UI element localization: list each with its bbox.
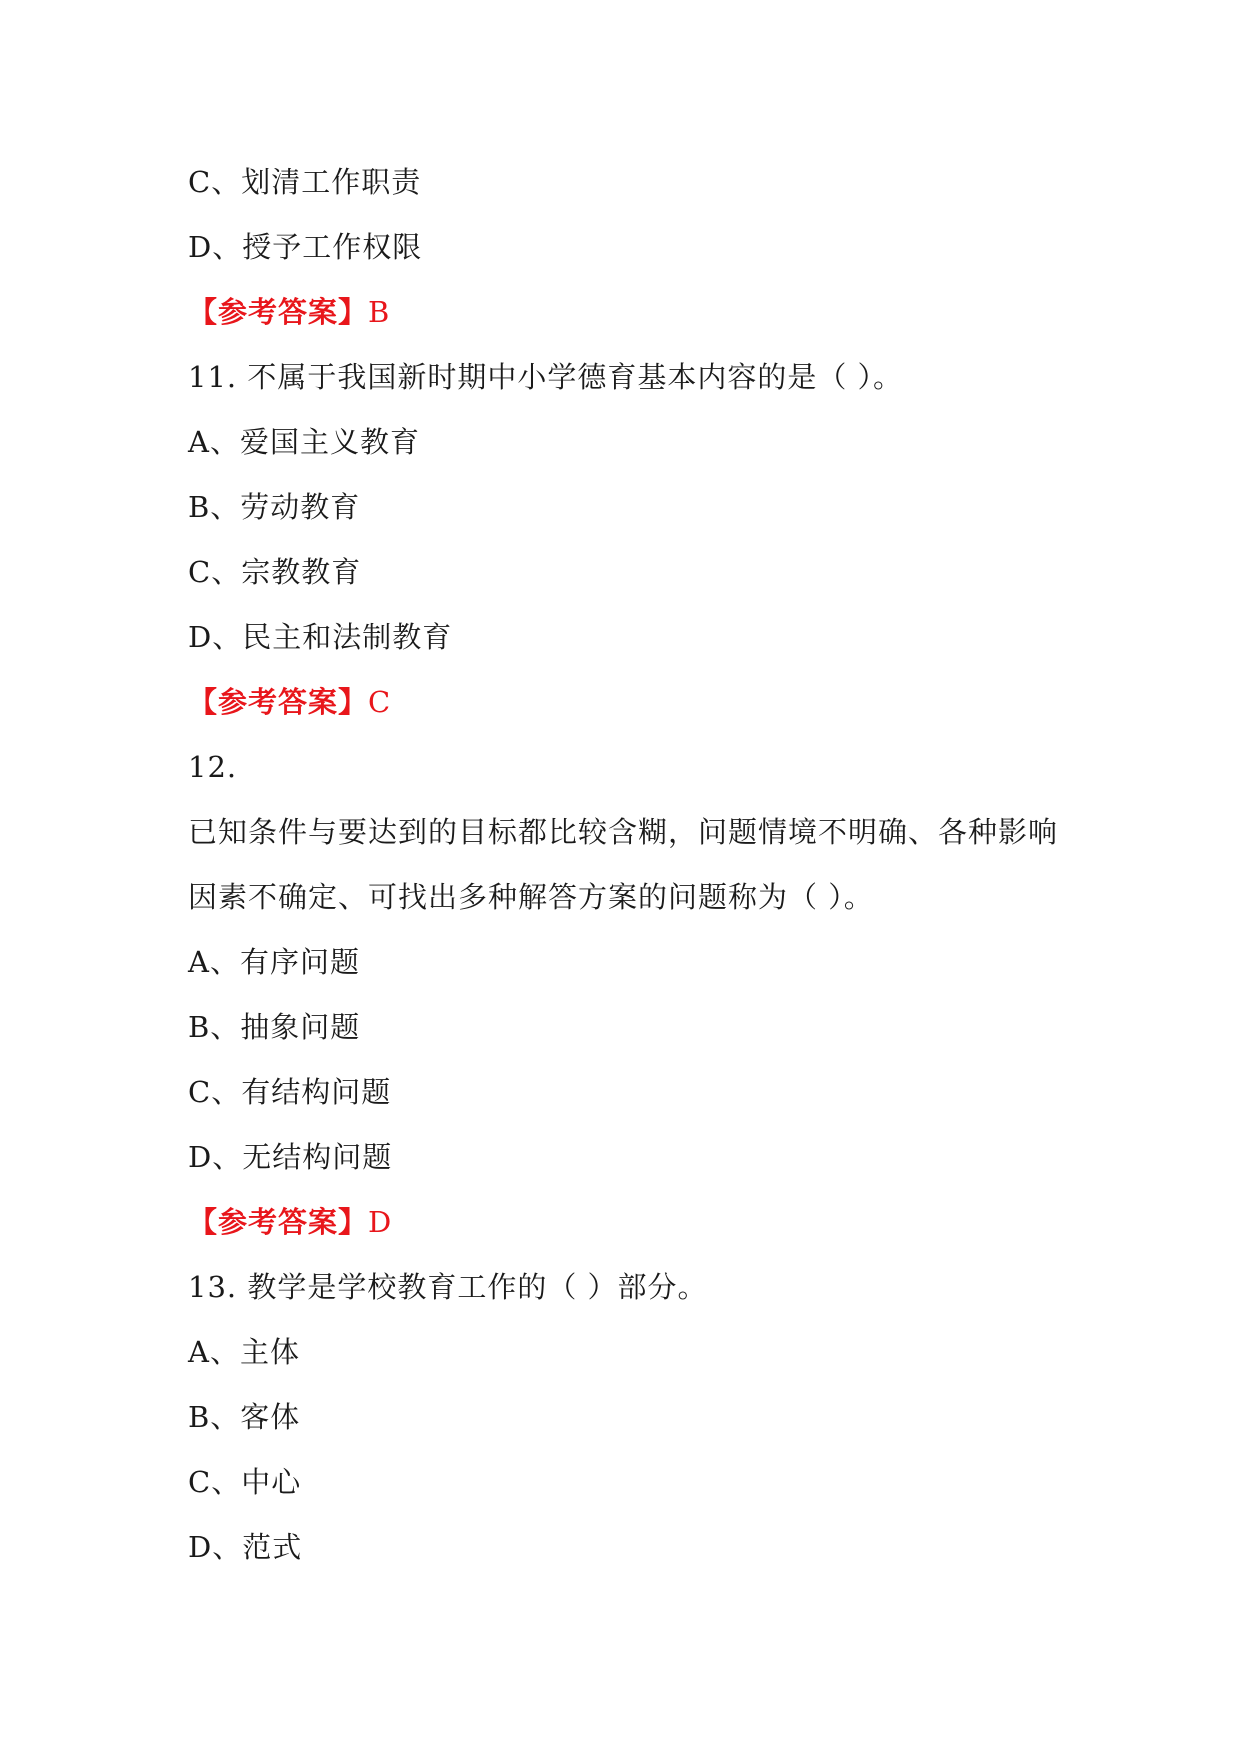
q13-option-c: C、中心 [188, 1465, 302, 1499]
q11-option-d: D、民主和法制教育 [188, 620, 453, 654]
question-12-stem-line2: 因素不确定、可找出多种解答方案的问题称为（ ）。 [188, 880, 874, 914]
answer-value: C [368, 685, 392, 719]
question-12-stem-line1: 已知条件与要达到的目标都比较含糊，问题情境不明确、各种影响 [188, 815, 1059, 849]
answer-value: B [368, 295, 391, 329]
option-c: C、划清工作职责 [188, 165, 422, 199]
question-13-stem: 13. 教学是学校教育工作的（ ）部分。 [188, 1270, 708, 1304]
q11-answer-line [188, 682, 391, 722]
answer-label: 【参考答案】 [188, 685, 369, 719]
q13-option-d: D、范式 [188, 1530, 303, 1564]
answer-label: 【参考答案】 [188, 1205, 369, 1239]
q13-option-a: A、主体 [188, 1335, 300, 1369]
answer-line [188, 292, 390, 332]
question-11-stem: 11. 不属于我国新时期中小学德育基本内容的是（ ）。 [188, 360, 904, 394]
q12-option-c: C、有结构问题 [188, 1075, 392, 1109]
answer-label: 【参考答案】 [188, 295, 369, 329]
q11-option-c: C、宗教教育 [188, 555, 362, 589]
q11-option-a: A、爱国主义教育 [188, 425, 420, 459]
answer-value: D [368, 1205, 393, 1239]
option-d: D、授予工作权限 [188, 230, 423, 264]
q12-option-a: A、有序问题 [188, 945, 360, 979]
q12-option-b: B、抽象问题 [188, 1010, 361, 1044]
question-12-number: 12. [188, 750, 238, 784]
q11-option-b: B、劳动教育 [188, 490, 361, 524]
q12-option-d: D、无结构问题 [188, 1140, 393, 1174]
q12-answer-line [188, 1202, 392, 1242]
q13-option-b: B、客体 [188, 1400, 301, 1434]
